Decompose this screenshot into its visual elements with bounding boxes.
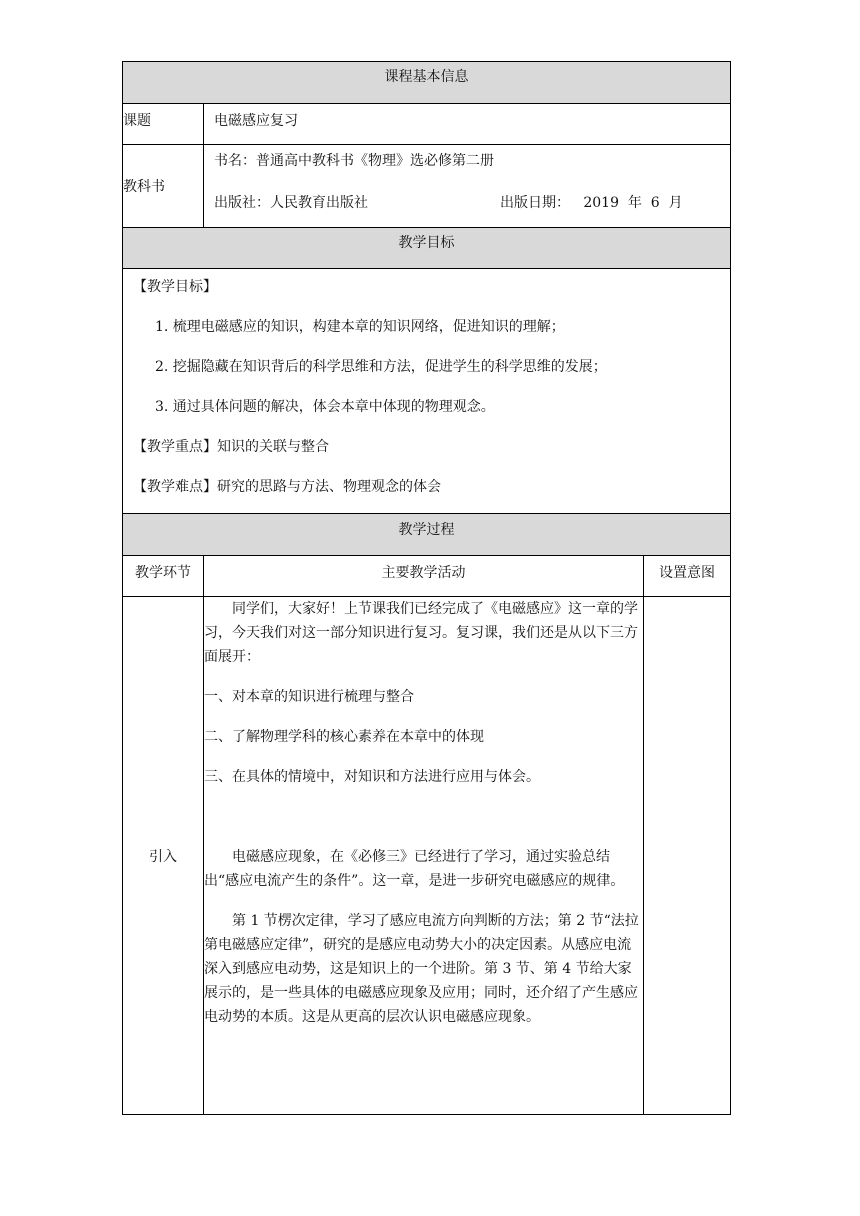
col-stage-label: 教学环节	[135, 565, 191, 581]
publisher: 出版社：人民教育出版社	[214, 195, 368, 211]
activity-point-2: 二、了解物理学科的核心素养在本章中的体现	[204, 729, 484, 745]
col-intent-label: 设置意图	[659, 565, 715, 581]
objective-item-1: 1. 梳理电磁感应的知识，构建本章的知识网络，促进知识的理解；	[155, 319, 565, 335]
process-title: 教学过程	[398, 522, 455, 538]
process-header	[123, 514, 731, 556]
activity-point-1: 一、对本章的知识进行梳理与整合	[204, 689, 414, 705]
stage-label: 引入	[149, 848, 177, 865]
basic-info-header	[123, 62, 731, 104]
textbook-info-cell	[204, 145, 731, 228]
pub-date-value: 2019 年 6 月	[583, 195, 683, 211]
textbook-label: 教科书	[123, 179, 165, 195]
intent-cell	[644, 597, 731, 1115]
objectives-heading: 【教学目标】	[133, 279, 217, 295]
col-stage-header	[123, 556, 204, 597]
activity-paragraph-1: 同学们，大家好！上节课我们已经完成了《电磁感应》这一章的学习，今天我们对这一部分知识进行复习。复习课，我们还是从以下三方面展开：	[204, 601, 638, 665]
stage-cell	[123, 597, 204, 1115]
textbook-label-cell	[123, 145, 204, 228]
book-name: 书名：普通高中教科书《物理》选必修第二册	[214, 153, 494, 169]
objectives-body	[123, 269, 731, 514]
activity-cell	[204, 597, 644, 1115]
topic-label-cell	[123, 104, 204, 145]
objectives-header	[123, 228, 731, 269]
topic-value: 电磁感应复习	[214, 113, 298, 129]
activity-paragraph-3: 第 1 节楞次定律，学习了感应电流方向判断的方法；第 2 节“法拉第电磁感应定律”，研究的是感应电动势大小的决定因素。从感应电流深入到感应电动势，这是知识上的一个进阶。第 3 节、第 4 节给大家展示的，是一些具体的电磁感应现象及应用；同时，还介绍了产生感应电动势的本质。这是从更高的层次认识电磁感应现象。	[204, 913, 639, 1025]
objective-item-3: 3. 通过具体问题的解决，体会本章中体现的物理观念。	[155, 399, 495, 415]
basic-info-title: 课程基本信息	[384, 69, 469, 85]
difficulties: 【教学难点】研究的思路与方法、物理观念的体会	[133, 479, 441, 495]
pub-date	[500, 191, 683, 215]
topic-label: 课题	[123, 113, 151, 129]
objectives-title: 教学目标	[398, 235, 455, 251]
col-activity-label: 主要教学活动	[381, 565, 466, 581]
activity-point-3: 三、在具体的情境中，对知识和方法进行应用与体会。	[204, 769, 540, 785]
publisher-line	[214, 191, 730, 215]
col-activity-header	[204, 556, 644, 597]
topic-value-cell	[204, 104, 731, 145]
col-intent-header	[644, 556, 731, 597]
pub-date-label: 出版日期：	[500, 195, 570, 211]
activity-paragraph-2: 电磁感应现象，在《必修三》已经进行了学习，通过实验总结出“感应电流产生的条件”。这一章，是进一步研究电磁感应的规律。	[204, 849, 625, 889]
key-points: 【教学重点】知识的关联与整合	[133, 439, 329, 455]
lesson-plan-table	[122, 61, 731, 1115]
objective-item-2: 2. 挖掘隐藏在知识背后的科学思维和方法，促进学生的科学思维的发展；	[155, 359, 607, 375]
